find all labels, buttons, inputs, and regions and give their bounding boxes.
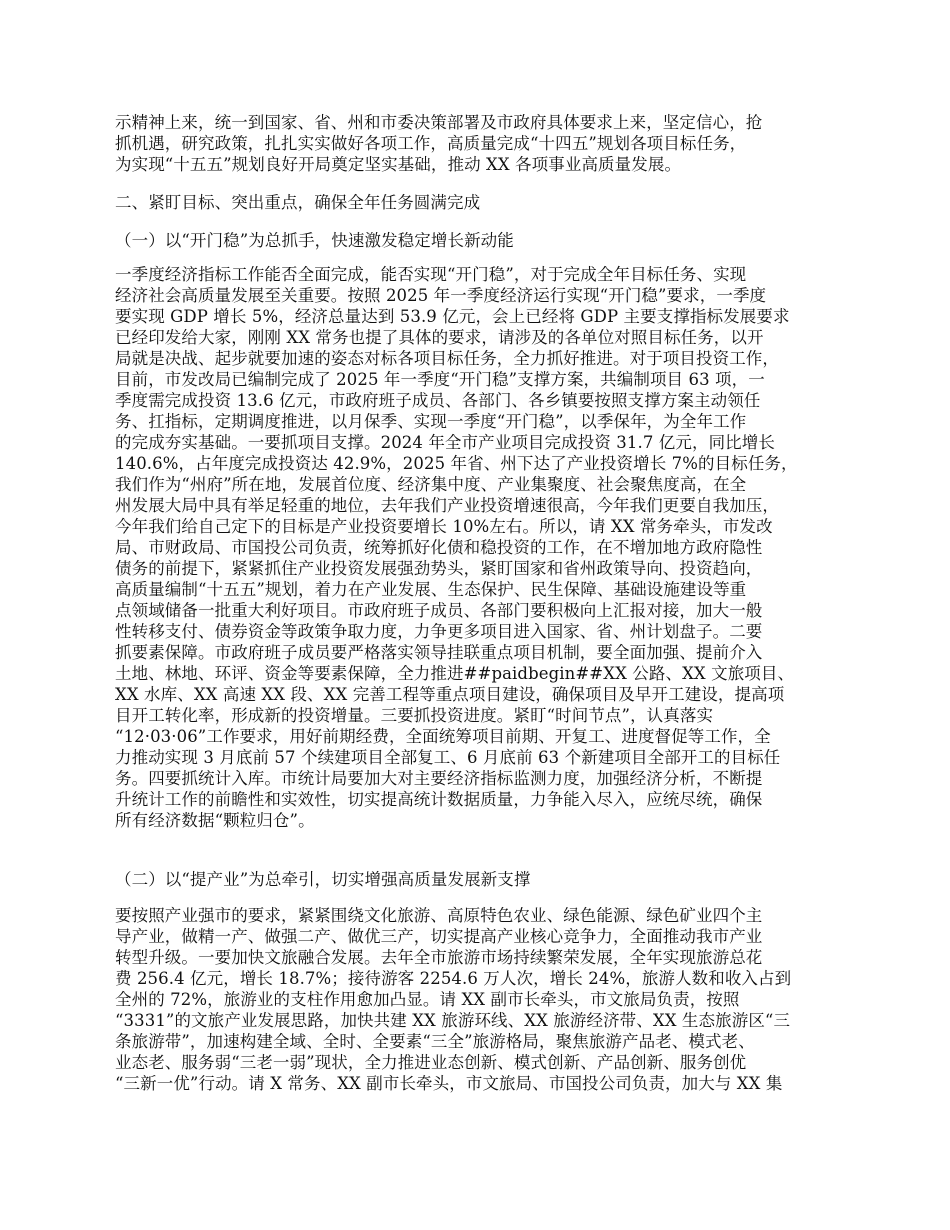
text-line: “三新一优”行动。请 X 常务、XX 副市长牵头，市文旅局、市国投公司负责，加大与 XX 集 [115,1074,783,1093]
text-line: 示精神上来，统一到国家、省、州和市委决策部署及市政府具体要求上来，坚定信心，抢 [115,113,763,132]
text-line: 已经印发给大家，刚刚 XX 常务也提了具体的要求，请涉及的各单位对照目标任务，以开 [115,328,764,347]
text-line: 抓要素保障。市政府班子成员要严格落实领导挂联重点项目机制，要全面加强、提前介入 [115,643,763,662]
text-line: 目前，市发改局已编制完成了 2025 年一季度“开门稳”支撑方案，共编制项目 63 项，一 [115,370,765,389]
text-line: 一季度经济指标工作能否全面完成，能否实现“开门稳”，对于完成全年目标任务、实现 [115,265,747,284]
text-line: 经济社会高质量发展至关重要。按照 2025 年一季度经济运行实现“开门稳”要求，一季度 [115,286,767,305]
text-line: 力推动实现 3 月底前 57 个续建项目全部复工、6 月底前 63 个新建项目全部开工的目标任 [115,748,781,767]
text-line: 季度需完成投资 13.6 亿元，市政府班子成员、各部门、各乡镇要按照支撑方案主动领任 [115,391,761,410]
text-line: 业态老、服务弱“三老一弱”现状，全力推进业态创新、模式创新、产品创新、服务创优 [115,1053,747,1072]
text-line: 所有经济数据“颗粒归仓”。 [115,811,315,830]
text-line: 抓机遇，研究政策，扎扎实实做好各项工作，高质量完成“十四五”规划各项目标任务， [115,134,747,153]
body-paragraph-kaimenwen [115,264,860,831]
text-line: “12·03·06”工作要求，用好前期经费，全面统筹项目前期、开复工、进度督促等工作，全 [115,727,771,746]
text-line: 目开工转化率，形成新的投资增量。三要抓投资进度。紧盯“时间节点”，认真落实 [115,706,714,725]
text-line: 局就是决战、起步就要加速的姿态对标各项目标任务，全力抓好推进。对于项目投资工作， [115,349,779,368]
section-heading [115,192,860,213]
subsection-heading [115,230,860,251]
subsection-heading [115,869,860,890]
text-line: 要实现 GDP 增长 5%，经济总量达到 53.9 亿元，会上已经将 GDP 主要支撑指标发展要求 [115,307,790,326]
text-line: 转型升级。一要加快文旅融合发展。去年全市旅游市场持续繁荣发展，全年实现旅游总花 [115,948,763,967]
text-line: 今年我们给自己定下的目标是产业投资要增长 10%左右。所以，请 XX 常务牵头，市发改 [115,517,773,536]
text-line: 性转移支付、债券资金等政策争取力度，力争更多项目进入国家、省、州计划盘子。二要 [115,622,763,641]
text-line: 费 256.4 亿元，增长 18.7%；接待游客 2254.6 万人次，增长 24%，旅游人数和收入占到 [115,969,792,988]
text-line: XX 水库、XX 高速 XX 段、XX 完善工程等重点项目建设，确保项目及早开工建设，提高项 [115,685,785,704]
text-line: “3331”的文旅产业发展思路，加快共建 XX 旅游环线、XX 旅游经济带、XX 生态旅游区“三 [115,1011,791,1030]
subsection-2-heading: （二）以“提产业”为总牵引，切实增强高质量发展新支撑 [115,870,531,889]
text-line: 债务的前提下，紧紧抓住产业投资发展强劲势头，紧盯国家和省州政策导向、投资趋向， [115,559,763,578]
text-line: 条旅游带”，加速构建全域、全时、全要素“三全”旅游格局，聚焦旅游产品老、模式老、 [115,1032,755,1051]
text-line: 全州的 72%，旅游业的支柱作用愈加凸显。请 XX 副市长牵头，市文旅局负责，按照 [115,990,740,1009]
text-line: 升统计工作的前瞻性和实效性，切实提高统计数据质量，力争能入尽入，应统尽统，确保 [115,790,763,809]
text-line: 务。四要抓统计入库。市统计局要加大对主要经济指标监测力度，加强经济分析，不断提 [115,769,763,788]
text-line: 140.6%，占年度完成投资达 42.9%，2025 年省、州下达了产业投资增长 7%的目标任务， [115,454,798,473]
text-line: 土地、林地、环评、资金等要素保障，全力推进##paidbegin##XX 公路、XX 文旅项目、 [115,664,795,683]
body-paragraph-industry [115,905,860,1094]
section-2-heading: 二、紧盯目标、突出重点，确保全年任务圆满完成 [115,193,481,212]
text-line: 的完成夯实基础。一要抓项目支撑。2024 年全市产业项目完成投资 31.7 亿元，同比增长 [115,433,775,452]
text-line: 导产业，做精一产、做强二产、做优三产，切实提高产业核心竞争力，全面推动我市产业 [115,927,763,946]
text-line: 务、扛指标，定期调度推进，以月保季、实现一季度“开门稳”，以季保年，为全年工作 [115,412,747,431]
text-line: 要按照产业强市的要求，紧紧围绕文化旅游、高原特色农业、绿色能源、绿色矿业四个主 [115,906,763,925]
text-line: 为实现“十五五”规划良好开局奠定坚实基础，推动 XX 各项事业高质量发展。 [115,155,682,174]
subsection-1-heading: （一）以“开门稳”为总抓手，快速激发稳定增长新动能 [115,231,514,250]
intro-paragraph [115,112,860,175]
text-line: 我们作为“州府”所在地，发展首位度、经济集中度、产业集聚度、社会聚焦度高，在全 [115,475,747,494]
text-line: 高质量编制“十五五”规划，着力在产业发展、生态保护、民生保障、基础设施建设等重 [115,580,747,599]
text-line: 州发展大局中具有举足轻重的地位，去年我们产业投资增速很高，今年我们更要自我加压， [115,496,779,515]
text-line: 点领域储备一批重大利好项目。市政府班子成员、各部门要积极向上汇报对接，加大一般 [115,601,763,620]
text-line: 局、市财政局、市国投公司负责，统筹抓好化债和稳投资的工作，在不增加地方政府隐性 [115,538,763,557]
